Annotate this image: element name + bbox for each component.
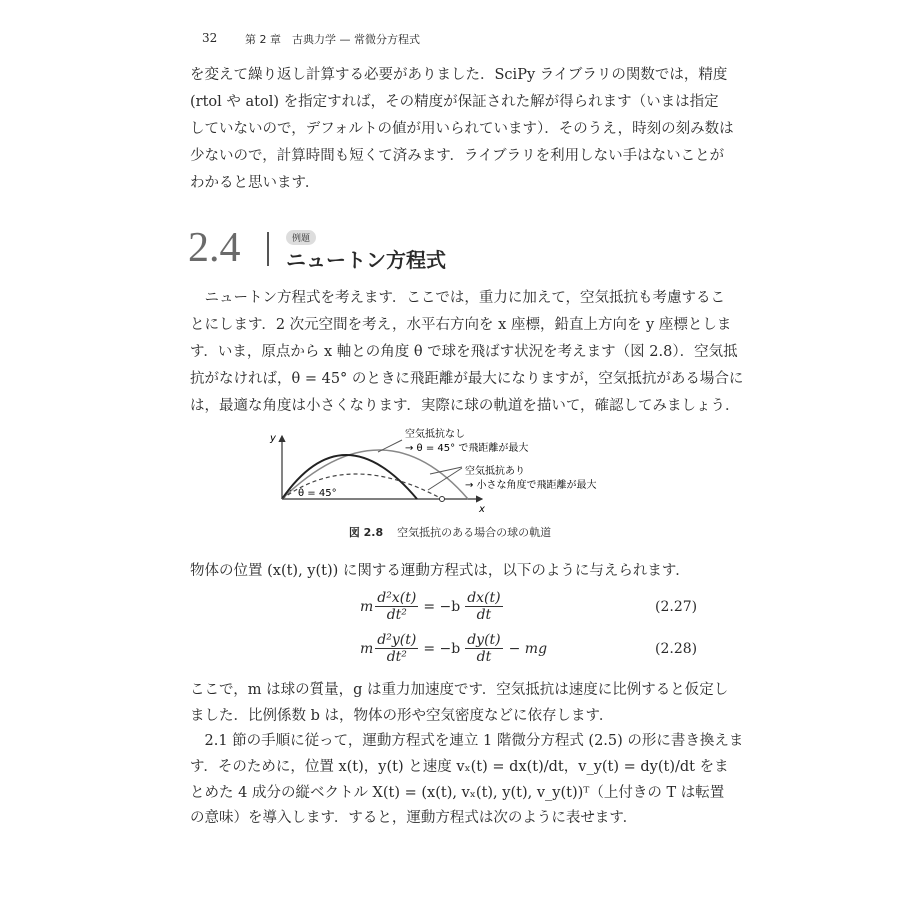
caption-text: 空気抵抗のある場合の球の軌道 [397, 526, 552, 539]
equation-2-28 [360, 632, 547, 665]
figure-number: 図 2.8 [348, 526, 384, 539]
y-axis-label: y [270, 433, 276, 444]
equation-2-27 [360, 590, 505, 623]
numerator: d²x(t) [377, 590, 417, 606]
equation-number: (2.27) [655, 599, 698, 615]
equation-number: (2.28) [655, 641, 698, 657]
fraction [375, 632, 418, 665]
landing-point-marker [440, 497, 445, 502]
paragraph-line: わかると思います． [190, 175, 320, 191]
paragraph-line: 少ないので，計算時間も短くて済みます．ライブラリを利用しない手はないことが [190, 148, 725, 164]
paragraph-line: の意味）を導入します．すると，運動方程式は次のように表せます． [190, 810, 638, 826]
numerator: dx(t) [467, 590, 501, 606]
paragraph-line: ここで，m は球の質量，g は重力加速度です．空気抵抗は速度に比例すると仮定し [190, 682, 729, 698]
label-no-drag: 空気抵抗なし [405, 429, 465, 440]
paragraph-line: す．いま，原点から x 軸との角度 θ で球を飛ばす状況を考えます（図 2.8）．空気抵 [190, 344, 738, 360]
label-drag-note: → 小さな角度で飛距離が最大 [465, 480, 597, 491]
paragraph-line: 2.1 節の手順に従って，運動方程式を連立 1 階微分方程式 (2.5) の形に書き換えま [190, 733, 744, 749]
denominator: dt² [386, 649, 407, 665]
numerator: dy(t) [467, 632, 501, 648]
label-drag: 空気抵抗あり [465, 466, 525, 477]
example-badge: 例題 [286, 230, 316, 245]
eq-term: − mg [508, 640, 548, 657]
running-header: 第 2 章 古典力学 — 常微分方程式 [245, 33, 420, 46]
denominator: dt² [386, 607, 407, 623]
paragraph-line: 抗がなければ，θ = 45° のときに飛距離が最大になりますが，空気抵抗がある場合に [190, 371, 744, 387]
figure-caption [0, 524, 900, 540]
fraction [375, 590, 418, 623]
x-axis-label: x [479, 504, 485, 515]
numerator: d²y(t) [377, 632, 417, 648]
eq-term: m [360, 640, 374, 657]
section-number: 2.4 [188, 225, 241, 271]
angle-label: θ = 45° [298, 488, 337, 499]
paragraph-line: 物体の位置 (x(t), y(t)) に関する運動方程式は，以下のように与えられます． [190, 563, 690, 579]
eq-term: = −b [423, 598, 461, 615]
paragraph-line: ニュートン方程式を考えます．ここでは，重力に加えて，空気抵抗も考慮するこ [190, 290, 726, 306]
section-title: ニュートン方程式 [286, 248, 446, 272]
fraction [465, 590, 502, 623]
eq-term: = −b [423, 640, 461, 657]
paragraph-line: ました．比例係数 b は，物体の形や空気密度などに依存します． [190, 708, 614, 724]
paragraph-line: (rtol や atol) を指定すれば，その精度が保証された解が得られます（いまは指定 [190, 94, 719, 110]
page-number: 32 [202, 31, 218, 45]
denominator: dt [476, 649, 492, 665]
label-no-drag-note: → θ = 45° で飛距離が最大 [405, 443, 529, 454]
eq-term: m [360, 598, 374, 615]
paragraph-line: す．そのために，位置 x(t)，y(t) と速度 vₓ(t) = dx(t)/dt，v_y(t) = dy(t)/dt をま [190, 759, 729, 775]
paragraph-line: を変えて繰り返し計算する必要がありました．SciPy ライブラリの関数では，精度 [190, 67, 728, 83]
paragraph-line: していないので，デフォルトの値が用いられています）．そのうえ，時刻の刻み数は [190, 121, 734, 137]
paragraph-line: とにします．2 次元空間を考え，水平右方向を x 座標，鉛直上方向を y 座標としま [190, 317, 732, 333]
denominator: dt [476, 607, 492, 623]
fraction [465, 632, 502, 665]
paragraph-line: とめた 4 成分の縦ベクトル X(t) = (x(t), vₓ(t), y(t), v_y(t))ᵀ（上付きの T は転置 [190, 785, 725, 801]
paragraph-line: は，最適な角度は小さくなります．実際に球の軌道を描いて，確認してみましょう． [190, 398, 740, 414]
